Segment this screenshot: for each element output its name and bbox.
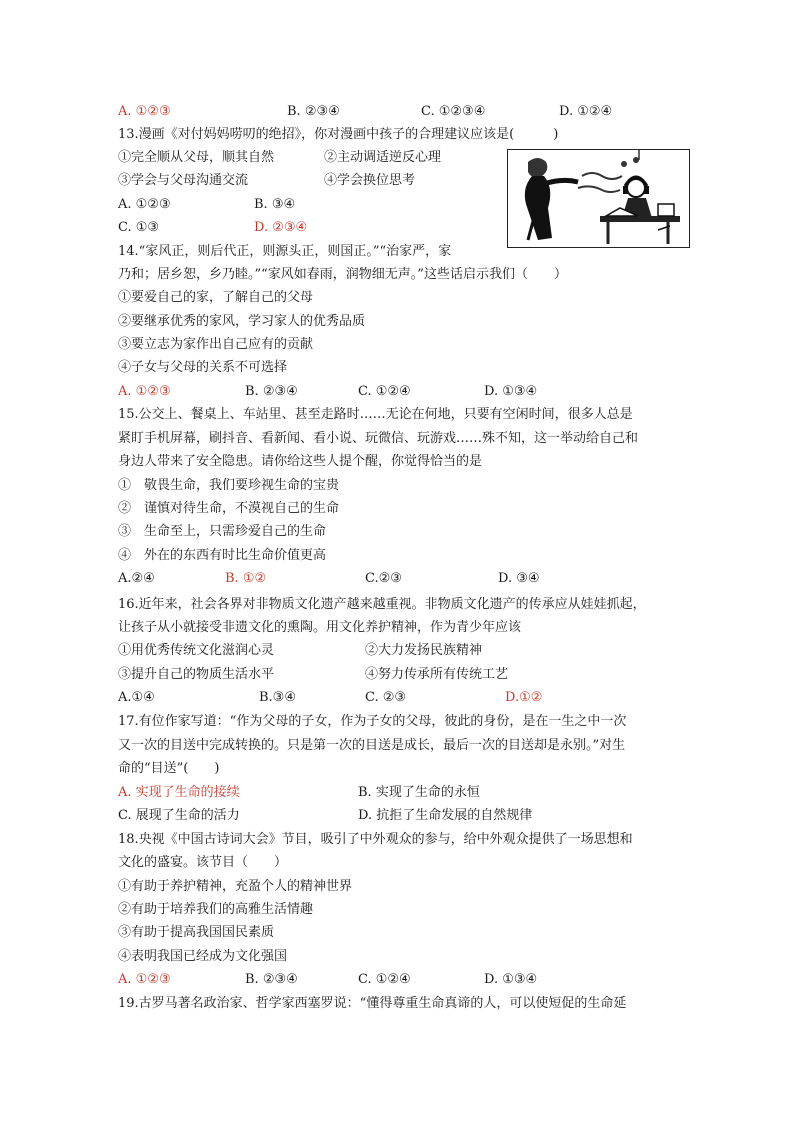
q15-option-d: D. ③④ <box>498 571 540 586</box>
q18-option-b: B. ②③④ <box>245 972 298 987</box>
q14-statement-2: ②要继承优秀的家风，学习家人的优秀品质 <box>118 314 366 329</box>
q12-option-b: B. ②③④ <box>287 104 340 119</box>
q18-stem-line-1: 18.央视《中国古诗词大会》节目，吸引了中外观众的参与，给中外观众提供了一场思想和 <box>118 832 633 847</box>
q15-stem-line-2: 紧盯手机屏幕，刷抖音、看新闻、看小说、玩微信、玩游戏……殊不知，这一举动给自己和 <box>118 431 639 446</box>
q14-option-c: C. ①②④ <box>358 384 411 399</box>
q16-statement-3: ③提升自己的物质生活水平 <box>118 667 275 682</box>
q18-option-d: D. ①③④ <box>484 972 538 987</box>
q17-stem-line-1: 17.有位作家写道：“作为父母的子女，作为子女的父母，彼此的身份，是在一生之中一次 <box>118 714 627 729</box>
q17-option-a: A. 实现了生命的接续 <box>118 785 240 800</box>
q15-stem-line-1: 15.公交上、餐桌上、车站里、甚至走路时……无论在何地，只要有空闲时间，很多人总是 <box>118 407 633 422</box>
q13-option-d: D. ②③④ <box>254 220 308 235</box>
q16-stem-line-1: 16.近年来，社会各界对非物质文化遗产越来越重视。非物质文化遗产的传承应从娃娃抓起， <box>118 597 646 612</box>
q17-stem-line-2: 又一次的目送中完成转换的。只是第一次的目送是成长，最后一次的目送却是永别。”对生 <box>118 738 626 753</box>
q14-option-b: B. ②③④ <box>245 384 298 399</box>
q15-statement-1: ① 敬畏生命，我们要珍视生命的宝贵 <box>118 478 340 493</box>
q14-option-d: D. ①③④ <box>484 384 538 399</box>
q13-statement-2: ②主动调适逆反心理 <box>324 150 442 165</box>
q13-option-b: B. ③④ <box>254 197 296 212</box>
q17-option-d: D. 抗拒了生命发展的自然规律 <box>358 808 533 823</box>
q16-stem-line-2: 让孩子从小就接受非遗文化的熏陶。用文化养护精神，作为青少年应该 <box>118 620 522 635</box>
q19-stem-line-1: 19.古罗马著名政治家、哲学家西塞罗说：“懂得尊重生命真谛的人，可以使短促的生命延 <box>118 996 627 1011</box>
q14-statement-3: ③要立志为家作出自己应有的贡献 <box>118 337 314 352</box>
q12-option-c: C. ①②③④ <box>421 104 486 119</box>
q13-statement-3: ③学会与父母沟通交流 <box>118 173 249 188</box>
q18-option-a: A. ①②③ <box>118 972 171 987</box>
q18-statement-1: ①有助于养护精神，充盈个人的精神世界 <box>118 879 353 894</box>
q15-stem-line-3: 身边人带来了安全隐患。请你给这些人提个醒，你觉得恰当的是 <box>118 454 483 469</box>
q18-statement-4: ④表明我国已经成为文化强国 <box>118 949 288 964</box>
q18-statement-3: ③有助于提高我国国民素质 <box>118 925 275 940</box>
q14-statement-1: ①要爱自己的家，了解自己的父母 <box>118 290 314 305</box>
q13-option-a: A. ①②③ <box>118 197 171 212</box>
q17-option-c: C. 展现了生命的活力 <box>118 808 240 823</box>
q16-option-c: C. ②③ <box>365 690 407 705</box>
q17-stem-line-3: 命的“目送”( ) <box>118 761 220 776</box>
q16-statement-2: ②大力发扬民族精神 <box>365 643 483 658</box>
q14-stem-line-1: 14.“家风正，则后代正，则源头正，则国正。”“治家严，家 <box>118 244 452 259</box>
q12-option-d: D. ①②④ <box>559 104 613 119</box>
q17-option-b: B. 实现了生命的永恒 <box>358 785 480 800</box>
q18-stem-line-2: 文化的盛宴。该节目（ ） <box>118 855 288 870</box>
q15-option-c: C.②③ <box>365 571 402 586</box>
q15-statement-2: ② 谨慎对待生命，不漠视自己的生命 <box>118 501 340 516</box>
q16-option-b: B.③④ <box>259 690 296 705</box>
q16-option-d: D.①② <box>505 690 543 705</box>
q15-option-a: A.②④ <box>118 571 155 586</box>
q16-statement-1: ①用优秀传统文化滋润心灵 <box>118 643 275 658</box>
q15-option-b: B. ①② <box>225 571 267 586</box>
q16-option-a: A.①④ <box>118 690 155 705</box>
q13-option-c: C. ①③ <box>118 220 160 235</box>
q14-statement-4: ④子女与父母的关系不可选择 <box>118 360 288 375</box>
q13-stem: 13.漫画《对付妈妈唠叨的绝招》，你对漫画中孩子的合理建议应该是( ) <box>118 127 559 142</box>
q13-statement-4: ④学会换位思考 <box>324 173 416 188</box>
q13-statement-1: ①完全顺从父母，顺其自然 <box>118 150 275 165</box>
q18-option-c: C. ①②④ <box>358 972 411 987</box>
q14-stem-line-2: 乃和；居乡恕，乡乃睦。”“家风如春雨，润物细无声。”这些话启示我们（ ） <box>118 267 567 282</box>
cartoon-illustration <box>507 149 690 248</box>
cartoon-drawing <box>508 150 689 247</box>
q16-statement-4: ④努力传承所有传统工艺 <box>365 667 509 682</box>
q14-option-a: A. ①②③ <box>118 384 171 399</box>
q12-option-a: A. ①②③ <box>118 104 171 119</box>
q18-statement-2: ②有助于培养我们的高雅生活情趣 <box>118 902 314 917</box>
q15-statement-4: ④ 外在的东西有时比生命价值更高 <box>118 548 327 563</box>
q15-statement-3: ③ 生命至上，只需珍爱自己的生命 <box>118 524 327 539</box>
